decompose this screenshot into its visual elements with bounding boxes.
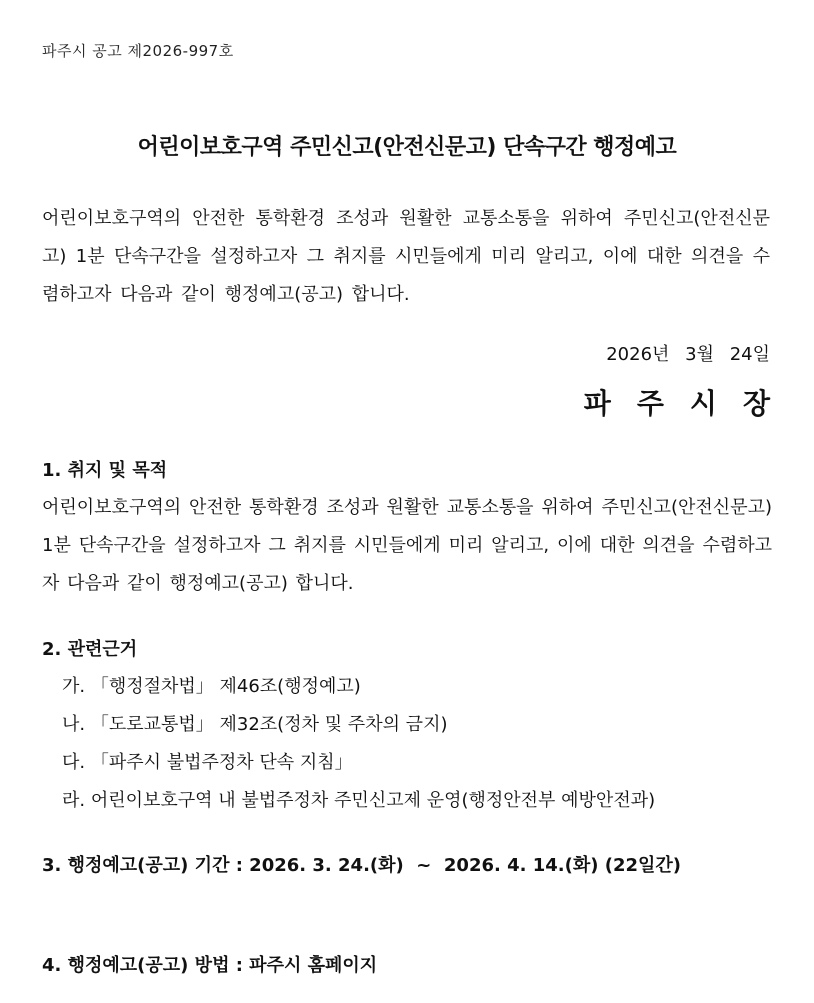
legal-basis-list bbox=[42, 668, 772, 820]
intro-paragraph: 어린이보호구역의 안전한 통학환경 조성과 원활한 교통소통을 위하여 주민신고(안전신문고) 1분 단속구간을 설정하고자 그 취지를 시민들에게 미리 알리고, 이에 대한 의견을 수렴하고자 다음과 같이 행정예고(공고) 합니다. bbox=[42, 208, 770, 305]
section-method bbox=[42, 948, 772, 984]
list-item: 나. 「도로교통법」 제32조(정차 및 주차의 금지) bbox=[62, 714, 448, 735]
section-period bbox=[42, 848, 772, 884]
list-item: 다. 「파주시 불법주정차 단속 지침」 bbox=[62, 752, 353, 773]
notice-number: 파주시 공고 제2026-997호 bbox=[42, 42, 234, 60]
section-purpose bbox=[42, 453, 772, 603]
issuer-name: 파주시장 bbox=[583, 387, 796, 420]
section-legal-basis bbox=[42, 632, 772, 820]
section-heading: 3. 행정예고(공고) 기간 : 2026. 3. 24.(화) ~ 2026. 4. 14.(화) (22일간) bbox=[42, 855, 681, 876]
section-body: 어린이보호구역의 안전한 통학환경 조성과 원활한 교통소통을 위하여 주민신고(안전신문고) 1분 단속구간을 설정하고자 그 취지를 시민들에게 미리 알리고, 이에 대한 의견을 수렴하고자 다음과 같이 행정예고(공고) 합니다. bbox=[42, 497, 772, 594]
list-item: 가. 「행정절차법」 제46조(행정예고) bbox=[62, 676, 361, 697]
list-item: 라. 어린이보호구역 내 불법주정차 주민신고제 운영(행정안전부 예방안전과) bbox=[62, 790, 656, 811]
section-heading: 4. 행정예고(공고) 방법 : 파주시 홈페이지 bbox=[42, 955, 378, 976]
document-title: 어린이보호구역 주민신고(안전신문고) 단속구간 행정예고 bbox=[137, 135, 677, 160]
notice-date: 2026년 3월 24일 bbox=[606, 344, 770, 365]
section-heading: 1. 취지 및 목적 bbox=[42, 460, 168, 481]
section-heading: 2. 관련근거 bbox=[42, 639, 138, 660]
